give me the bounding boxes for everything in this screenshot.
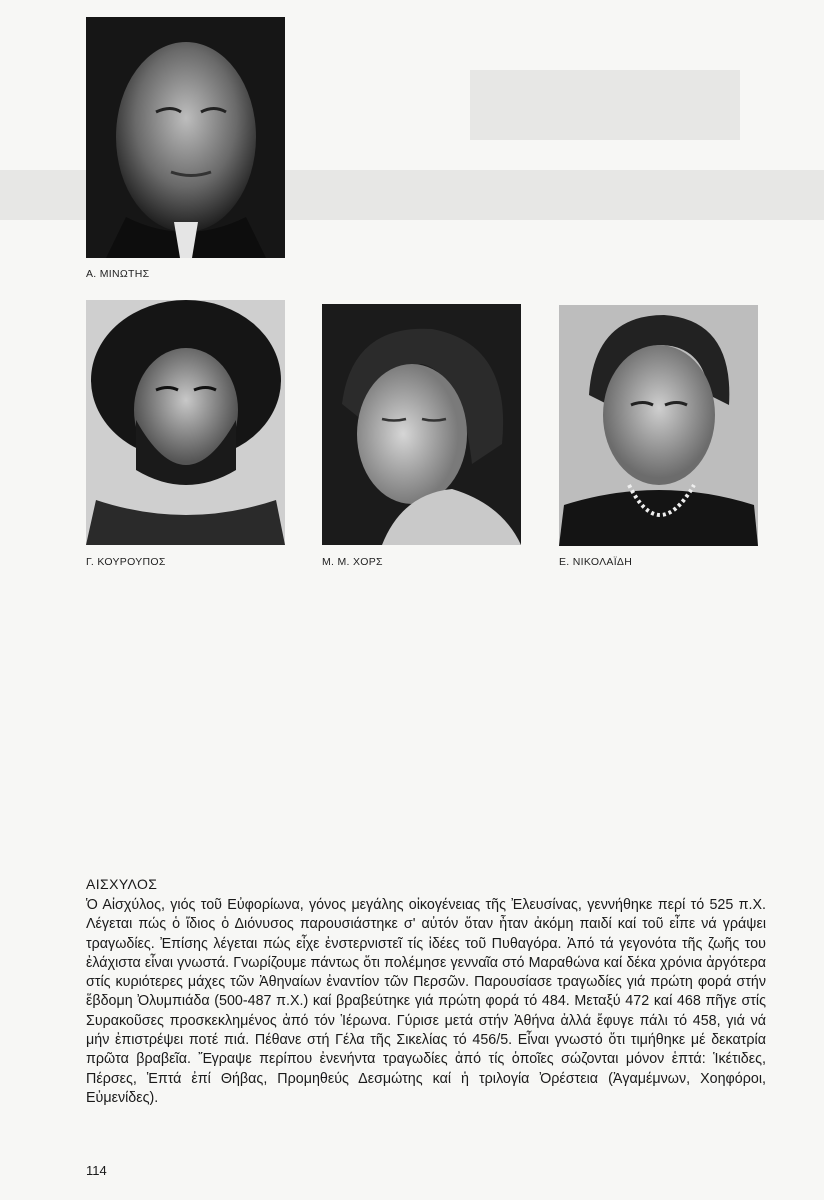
portrait-photo-kouroupos	[86, 300, 285, 545]
caption-nikolaidi: Ε. ΝΙΚΟΛΑΪΔΗ	[559, 556, 633, 568]
caption-kouroupos: Γ. ΚΟΥΡΟΥΠΟΣ	[86, 556, 166, 568]
section-body: Ὁ Αἰσχύλος, γιός τοῦ Εὐφορίωνα, γόνος μεγάλης οἰκογένειας τῆς Ἐλευσίνας, γεννήθηκε περί τό 525 π.Χ. Λέγεται πώς ὁ ἴδιος ὁ Διόνυσος παρουσιάστηκε σ' αὐτόν ὅταν ἦταν ἀκόμη παιδί καί τοῦ εἶπε νά γράψει τραγωδίες. Ἐπίσης λέγεται πώς εἶχε ἐνστερνιστεῖ τίς ἰδέες τοῦ Πυθαγόρα. Ἀπό τά γεγονότα τῆς ζωῆς του ἐλάχιστα εἶναι γνωστά. Γνωρίζουμε πάντως ὅτι πολέμησε γενναῖα στό Μαραθώνα καί δέκα χρόνια ἀργότερα στίς κυριότερες μάχες τῶν Ἀθηναίων ἐναντίον τῶν Περσῶν. Παρουσίασε τραγωδίες γιά πρώτη φορά στήν ἕβδομη Ὀλυμπιάδα (500-487 π.Χ.) καί βραβεύτηκε γιά πρώτη φορά τό 484. Μεταξύ 472 καί 468 πῆγε στίς Συρακοῦσες προσκεκλημένος ἀπό τόν Ἱέρωνα. Γύρισε μετά στήν Ἀθήνα ἀλλά ἔφυγε πάλι τό 458, γιά νά μήν ἐπιστρέψει ποτέ πιά. Πέθανε στή Γέλα τῆς Σικελίας τό 456/5. Εἶναι γνωστό ὅτι τιμήθηκε μέ δεκατρία πρῶτα βραβεῖα. Ἔγραψε περίπου ἐνενήντα τραγωδίες ἀπό τίς ὁποῖες σώζονται μόνον ἑπτά: Ἱκέτιδες, Πέρσες, Ἑπτά ἐπί Θήβας, Προμηθεύς Δεσμώτης καί ἡ τριλογία Ὀρέστεια (Ἀγαμέμνων, Χοηφόροι, Εὐμενίδες).	[86, 897, 766, 1106]
portrait-photo-hors	[322, 304, 521, 545]
portrait-photo-nikolaidi	[559, 305, 758, 546]
portrait-photo-minotis	[86, 17, 285, 258]
caption-minotis: Α. ΜΙΝΩΤΗΣ	[86, 268, 150, 280]
section-title: ΑΙΣΧΥΛΟΣ	[86, 876, 158, 892]
caption-hors: Μ. Μ. ΧΟΡΣ	[322, 556, 383, 568]
page-number: 114	[86, 1163, 107, 1178]
aeschylus-section	[86, 876, 766, 1108]
